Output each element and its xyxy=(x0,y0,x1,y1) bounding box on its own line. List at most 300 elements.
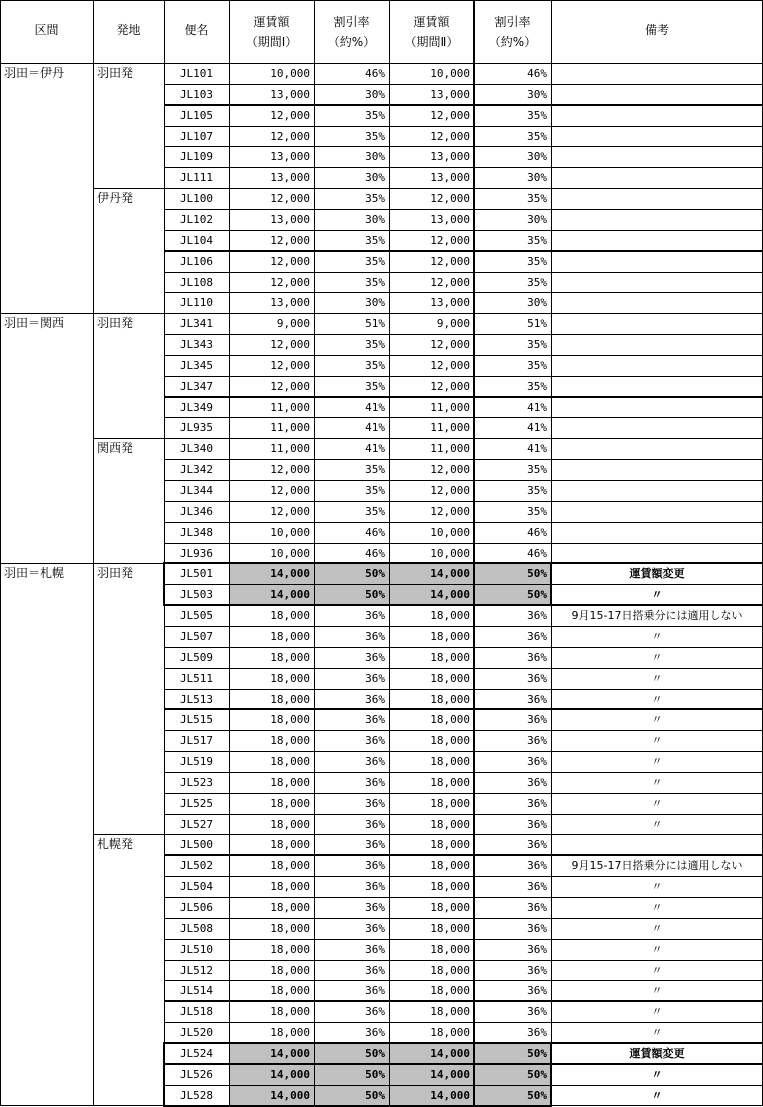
cell-rate2: 30% xyxy=(527,150,547,163)
cell-fare1: 12,000 xyxy=(270,505,310,518)
cell-rate2: 36% xyxy=(527,1005,547,1018)
cell-fare2: 13,000 xyxy=(430,88,470,101)
cell-rate2: 50% xyxy=(474,584,551,605)
header-fare2 xyxy=(389,0,474,63)
cell-fare1: 18,000 xyxy=(270,964,310,977)
cell-flight: JL501 xyxy=(179,567,214,580)
grid-vline xyxy=(163,1042,165,1107)
cell-fare1: 13,000 xyxy=(270,213,310,226)
grid-hline xyxy=(164,376,763,377)
cell-flight: JL348 xyxy=(179,526,214,539)
cell-flight: JL106 xyxy=(179,255,214,268)
cell-fare1: 18,000 xyxy=(270,859,310,872)
cell-flight: JL506 xyxy=(179,901,214,914)
cell-rate1: 30% xyxy=(365,213,385,226)
cell-rate1: 50% xyxy=(314,1085,389,1106)
grid-hline xyxy=(164,522,763,523)
cell-rate2: 36% xyxy=(527,630,547,643)
cell-note xyxy=(551,459,763,480)
cell-note: 〃 xyxy=(651,818,663,831)
grid-hline xyxy=(164,834,763,835)
cell-rate2: 50% xyxy=(474,1043,551,1064)
cell-rate1: 36% xyxy=(365,797,385,810)
cell-rate1: 36% xyxy=(365,693,385,706)
cell-flight: JL520 xyxy=(179,1026,214,1039)
cell-rate2: 35% xyxy=(527,484,547,497)
header-fare1 xyxy=(229,0,314,63)
cell-note xyxy=(551,334,763,355)
cell-rate1: 36% xyxy=(365,922,385,935)
cell-flight: JL519 xyxy=(179,755,214,768)
cell-fare2: 12,000 xyxy=(430,276,470,289)
cell-note: 〃 xyxy=(651,713,663,726)
cell-flight: JL527 xyxy=(179,818,214,831)
cell-fare1: 12,000 xyxy=(270,255,310,268)
cell-fare2: 12,000 xyxy=(430,234,470,247)
cell-rate2: 41% xyxy=(527,421,547,434)
grid-hline xyxy=(164,897,763,898)
header-origin-label: 発地 xyxy=(116,23,141,37)
cell-flight: JL517 xyxy=(179,734,214,747)
cell-fare2: 18,000 xyxy=(430,838,470,851)
cell-note xyxy=(551,230,763,251)
cell-note: 〃 xyxy=(651,755,663,768)
cell-flight: JL502 xyxy=(179,859,214,872)
cell-fare2: 10,000 xyxy=(430,526,470,539)
cell-note: 〃 xyxy=(651,651,663,664)
cell-fare1: 18,000 xyxy=(270,609,310,622)
cell-rate1: 36% xyxy=(365,1005,385,1018)
cell-fare2: 9,000 xyxy=(436,317,470,330)
cell-fare1: 10,000 xyxy=(270,67,310,80)
cell-fare1: 12,000 xyxy=(270,192,310,205)
cell-rate2: 36% xyxy=(527,859,547,872)
cell-rate2: 35% xyxy=(527,463,547,476)
cell-note: 〃 xyxy=(651,1005,663,1018)
cell-rate2: 46% xyxy=(527,547,547,560)
cell-fare1: 10,000 xyxy=(270,547,310,560)
cell-fare2: 10,000 xyxy=(430,547,470,560)
cell-note xyxy=(551,397,763,417)
origin-label: 関西発 xyxy=(97,441,134,455)
cell-rate1: 36% xyxy=(365,984,385,997)
cell-note: 〃 xyxy=(651,880,663,893)
cell-note xyxy=(551,209,763,230)
grid-hline xyxy=(164,104,763,106)
header-section xyxy=(0,0,93,63)
grid-vline xyxy=(473,0,475,1106)
cell-fare2: 12,000 xyxy=(430,463,470,476)
cell-note: 運賃額変更 xyxy=(629,1047,685,1060)
cell-rate1: 35% xyxy=(365,109,385,122)
cell-note xyxy=(551,146,763,167)
cell-rate1: 36% xyxy=(365,1026,385,1039)
cell-note: 〃 xyxy=(651,964,663,977)
grid-hline xyxy=(164,751,763,752)
grid-hline xyxy=(164,272,763,273)
cell-fare2: 13,000 xyxy=(430,213,470,226)
cell-fare1: 13,000 xyxy=(270,88,310,101)
cell-note: 運賃額変更 xyxy=(629,567,685,580)
cell-fare1: 18,000 xyxy=(270,713,310,726)
cell-rate1: 36% xyxy=(365,651,385,664)
grid-hline xyxy=(164,396,763,398)
grid-hline xyxy=(164,708,763,710)
grid-hline xyxy=(164,334,763,335)
cell-rate2: 41% xyxy=(527,442,547,455)
cell-fare2: 18,000 xyxy=(430,859,470,872)
cell-fare2: 18,000 xyxy=(430,672,470,685)
grid-hline xyxy=(164,793,763,794)
grid-hline xyxy=(163,604,551,606)
cell-rate2: 36% xyxy=(527,734,547,747)
grid-vline xyxy=(551,0,552,1106)
cell-fare1: 12,000 xyxy=(270,276,310,289)
grid-hline xyxy=(164,1000,763,1002)
cell-fare2: 14,000 xyxy=(389,563,474,584)
cell-flight: JL528 xyxy=(179,1089,214,1102)
cell-rate1: 36% xyxy=(365,859,385,872)
cell-fare2: 18,000 xyxy=(430,943,470,956)
grid-hline xyxy=(164,230,763,231)
grid-hline xyxy=(164,584,763,585)
cell-fare1: 18,000 xyxy=(270,943,310,956)
cell-fare2: 14,000 xyxy=(389,1043,474,1064)
cell-rate1: 35% xyxy=(365,484,385,497)
header-rate1 xyxy=(314,0,389,63)
cell-note xyxy=(551,272,763,292)
cell-fare1: 18,000 xyxy=(270,672,310,685)
cell-note xyxy=(551,84,763,105)
cell-flight: JL518 xyxy=(179,1005,214,1018)
cell-flight: JL526 xyxy=(179,1068,214,1081)
cell-fare1: 18,000 xyxy=(270,776,310,789)
header-note xyxy=(551,0,763,63)
cell-rate1: 35% xyxy=(365,505,385,518)
cell-fare2: 18,000 xyxy=(430,693,470,706)
cell-rate1: 35% xyxy=(365,463,385,476)
cell-fare2: 14,000 xyxy=(389,1064,474,1085)
cell-fare2: 12,000 xyxy=(430,130,470,143)
grid-hline xyxy=(164,918,763,919)
origin-label: 羽田発 xyxy=(97,66,134,80)
cell-fare1: 18,000 xyxy=(270,651,310,664)
header-fare1-line1: 運賃額 xyxy=(253,14,290,29)
cell-fare1: 18,000 xyxy=(270,734,310,747)
cell-note xyxy=(551,543,763,563)
cell-fare2: 18,000 xyxy=(430,880,470,893)
cell-rate1: 36% xyxy=(365,672,385,685)
grid-hline xyxy=(164,167,763,168)
header-rate1-line1: 割引率 xyxy=(333,14,370,29)
cell-rate1: 36% xyxy=(365,734,385,747)
cell-note: 9月15-17日搭乗分には適用しない xyxy=(571,609,743,622)
cell-fare1: 14,000 xyxy=(229,1085,314,1106)
grid-hline xyxy=(164,730,763,731)
header-flight-label: 便名 xyxy=(184,23,209,37)
cell-note xyxy=(551,167,763,188)
origin-label: 伊丹発 xyxy=(97,191,134,205)
header-fare1-line2: （期間Ⅰ） xyxy=(245,34,298,49)
cell-note: 〃 xyxy=(651,672,663,685)
cell-fare2: 18,000 xyxy=(430,901,470,914)
grid-hline xyxy=(164,647,763,648)
cell-rate2: 36% xyxy=(527,693,547,706)
grid-hline xyxy=(164,292,763,293)
cell-rate2: 36% xyxy=(527,797,547,810)
cell-fare2: 18,000 xyxy=(430,984,470,997)
cell-rate1: 36% xyxy=(365,838,385,851)
grid-hline xyxy=(164,250,763,252)
grid-hline xyxy=(164,543,763,544)
cell-rate2: 51% xyxy=(527,317,547,330)
cell-rate1: 35% xyxy=(365,359,385,372)
cell-fare1: 18,000 xyxy=(270,693,310,706)
cell-flight: JL109 xyxy=(179,150,214,163)
header-rate2 xyxy=(474,0,551,63)
cell-rate1: 36% xyxy=(365,713,385,726)
cell-rate2: 35% xyxy=(527,505,547,518)
header-section-label: 区間 xyxy=(34,23,59,37)
header-fare2-line2: （期間Ⅱ） xyxy=(404,34,459,49)
cell-fare1: 18,000 xyxy=(270,755,310,768)
cell-fare1: 14,000 xyxy=(229,584,314,605)
grid-vline xyxy=(550,562,552,606)
cell-flight: JL525 xyxy=(179,797,214,810)
cell-flight: JL513 xyxy=(179,693,214,706)
cell-rate2: 35% xyxy=(527,359,547,372)
grid-hline xyxy=(164,355,763,356)
cell-rate1: 50% xyxy=(314,563,389,584)
cell-rate1: 36% xyxy=(365,818,385,831)
cell-flight: JL347 xyxy=(179,380,214,393)
cell-fare1: 12,000 xyxy=(270,338,310,351)
cell-fare1: 18,000 xyxy=(270,1026,310,1039)
cell-note xyxy=(551,376,763,397)
cell-rate2: 36% xyxy=(527,880,547,893)
cell-fare1: 12,000 xyxy=(270,359,310,372)
cell-fare1: 12,000 xyxy=(270,380,310,393)
grid-vline xyxy=(0,0,1,1106)
cell-flight: JL935 xyxy=(179,421,214,434)
cell-fare2: 12,000 xyxy=(430,192,470,205)
cell-fare1: 11,000 xyxy=(270,442,310,455)
grid-hline xyxy=(164,876,763,877)
cell-rate2: 50% xyxy=(474,1064,551,1085)
cell-fare2: 14,000 xyxy=(389,1085,474,1106)
cell-flight: JL342 xyxy=(179,463,214,476)
grid-vline xyxy=(164,0,165,1106)
cell-note xyxy=(551,417,763,438)
cell-fare1: 13,000 xyxy=(270,150,310,163)
cell-note: 9月15-17日搭乗分には適用しない xyxy=(571,859,743,872)
cell-rate1: 41% xyxy=(365,401,385,414)
cell-rate2: 36% xyxy=(527,755,547,768)
cell-rate2: 35% xyxy=(527,276,547,289)
header-flight xyxy=(164,0,229,63)
cell-rate1: 51% xyxy=(365,317,385,330)
cell-note: 〃 xyxy=(651,1026,663,1039)
cell-note: 〃 xyxy=(651,922,663,935)
cell-fare2: 10,000 xyxy=(430,67,470,80)
cell-note: 〃 xyxy=(651,943,663,956)
cell-fare2: 12,000 xyxy=(430,338,470,351)
cell-rate1: 35% xyxy=(365,255,385,268)
cell-note xyxy=(551,251,763,272)
cell-fare2: 18,000 xyxy=(430,776,470,789)
header-rate1-line2: （約%） xyxy=(327,34,376,49)
cell-fare2: 18,000 xyxy=(430,734,470,747)
cell-note xyxy=(551,188,763,209)
cell-note xyxy=(551,105,763,126)
cell-rate2: 36% xyxy=(527,1026,547,1039)
grid-hline xyxy=(163,1042,551,1044)
grid-hline xyxy=(164,960,763,961)
cell-rate2: 36% xyxy=(527,776,547,789)
cell-note xyxy=(551,292,763,313)
grid-hline xyxy=(164,772,763,773)
cell-rate2: 36% xyxy=(527,943,547,956)
cell-fare1: 10,000 xyxy=(270,526,310,539)
cell-note: 〃 xyxy=(651,734,663,747)
cell-flight: JL936 xyxy=(179,547,214,560)
origin-label: 羽田発 xyxy=(97,566,134,580)
cell-note xyxy=(551,834,763,855)
cell-note xyxy=(551,63,763,84)
grid-hline xyxy=(164,459,763,460)
section-label: 羽田＝関西 xyxy=(4,316,65,330)
cell-rate2: 30% xyxy=(527,171,547,184)
grid-hline xyxy=(0,63,763,64)
cell-rate1: 36% xyxy=(365,755,385,768)
header-note-label: 備考 xyxy=(644,23,669,37)
cell-fare1: 12,000 xyxy=(270,484,310,497)
cell-flight: JL524 xyxy=(179,1047,214,1060)
cell-fare1: 12,000 xyxy=(270,109,310,122)
cell-fare2: 13,000 xyxy=(430,171,470,184)
cell-fare1: 14,000 xyxy=(229,1064,314,1085)
cell-fare1: 9,000 xyxy=(276,317,310,330)
cell-note xyxy=(551,313,763,334)
cell-rate2: 36% xyxy=(527,713,547,726)
cell-note: 〃 xyxy=(651,797,663,810)
grid-hline xyxy=(164,980,763,981)
grid-hline xyxy=(163,562,551,564)
cell-note: 〃 xyxy=(651,630,663,643)
cell-fare2: 18,000 xyxy=(430,922,470,935)
header-rate2-line2: （約%） xyxy=(488,34,537,49)
cell-flight: JL504 xyxy=(179,880,214,893)
cell-fare2: 18,000 xyxy=(430,1005,470,1018)
grid-vline xyxy=(93,0,94,1106)
cell-rate2: 30% xyxy=(527,213,547,226)
cell-note: 〃 xyxy=(651,776,663,789)
cell-fare1: 12,000 xyxy=(270,130,310,143)
cell-rate1: 36% xyxy=(365,901,385,914)
cell-fare2: 11,000 xyxy=(430,401,470,414)
cell-flight: JL104 xyxy=(179,234,214,247)
cell-rate2: 35% xyxy=(527,338,547,351)
cell-rate2: 36% xyxy=(527,984,547,997)
grid-hline xyxy=(164,417,763,418)
cell-rate2: 30% xyxy=(527,296,547,309)
cell-fare1: 18,000 xyxy=(270,984,310,997)
cell-rate1: 36% xyxy=(365,630,385,643)
cell-rate2: 30% xyxy=(527,88,547,101)
grid-hline xyxy=(164,1063,763,1065)
cell-fare1: 18,000 xyxy=(270,880,310,893)
cell-flight: JL514 xyxy=(179,984,214,997)
section-label: 羽田＝札幌 xyxy=(4,566,65,580)
cell-fare1: 12,000 xyxy=(270,234,310,247)
cell-note: 〃 xyxy=(651,693,663,706)
cell-rate1: 30% xyxy=(365,171,385,184)
cell-rate2: 46% xyxy=(527,526,547,539)
cell-rate1: 50% xyxy=(314,1064,389,1085)
cell-note xyxy=(551,126,763,146)
cell-rate1: 35% xyxy=(365,234,385,247)
cell-flight: JL510 xyxy=(179,943,214,956)
cell-fare1: 11,000 xyxy=(270,401,310,414)
cell-fare2: 18,000 xyxy=(430,755,470,768)
grid-hline xyxy=(164,668,763,669)
cell-fare1: 11,000 xyxy=(270,421,310,434)
cell-note xyxy=(551,438,763,459)
cell-rate2: 36% xyxy=(527,838,547,851)
cell-rate2: 36% xyxy=(527,922,547,935)
cell-flight: JL345 xyxy=(179,359,214,372)
cell-flight: JL507 xyxy=(179,630,214,643)
grid-vline xyxy=(389,0,390,1106)
cell-flight: JL108 xyxy=(179,276,214,289)
cell-fare2: 11,000 xyxy=(430,421,470,434)
cell-fare2: 12,000 xyxy=(430,484,470,497)
grid-hline xyxy=(164,1022,763,1023)
grid-hline xyxy=(0,0,763,1)
cell-fare1: 18,000 xyxy=(270,1005,310,1018)
cell-flight: JL344 xyxy=(179,484,214,497)
cell-rate2: 46% xyxy=(527,67,547,80)
cell-fare2: 18,000 xyxy=(430,609,470,622)
cell-rate1: 36% xyxy=(365,776,385,789)
cell-rate2: 36% xyxy=(527,964,547,977)
cell-rate1: 50% xyxy=(314,584,389,605)
grid-hline xyxy=(164,146,763,147)
cell-flight: JL346 xyxy=(179,505,214,518)
cell-rate1: 36% xyxy=(365,943,385,956)
cell-rate1: 35% xyxy=(365,192,385,205)
cell-flight: JL107 xyxy=(179,130,214,143)
cell-fare1: 18,000 xyxy=(270,838,310,851)
cell-fare1: 18,000 xyxy=(270,630,310,643)
cell-fare2: 11,000 xyxy=(430,442,470,455)
grid-hline xyxy=(164,84,763,85)
grid-hline xyxy=(164,854,763,856)
cell-rate2: 41% xyxy=(527,401,547,414)
cell-rate1: 35% xyxy=(365,380,385,393)
grid-vline xyxy=(163,562,165,606)
cell-rate1: 30% xyxy=(365,296,385,309)
cell-rate1: 46% xyxy=(365,67,385,80)
cell-rate2: 35% xyxy=(527,255,547,268)
grid-hline xyxy=(164,188,763,189)
cell-rate1: 36% xyxy=(365,609,385,622)
cell-rate2: 36% xyxy=(527,818,547,831)
cell-rate2: 36% xyxy=(527,609,547,622)
cell-flight: JL101 xyxy=(179,67,214,80)
cell-fare2: 12,000 xyxy=(430,255,470,268)
cell-flight: JL103 xyxy=(179,88,214,101)
